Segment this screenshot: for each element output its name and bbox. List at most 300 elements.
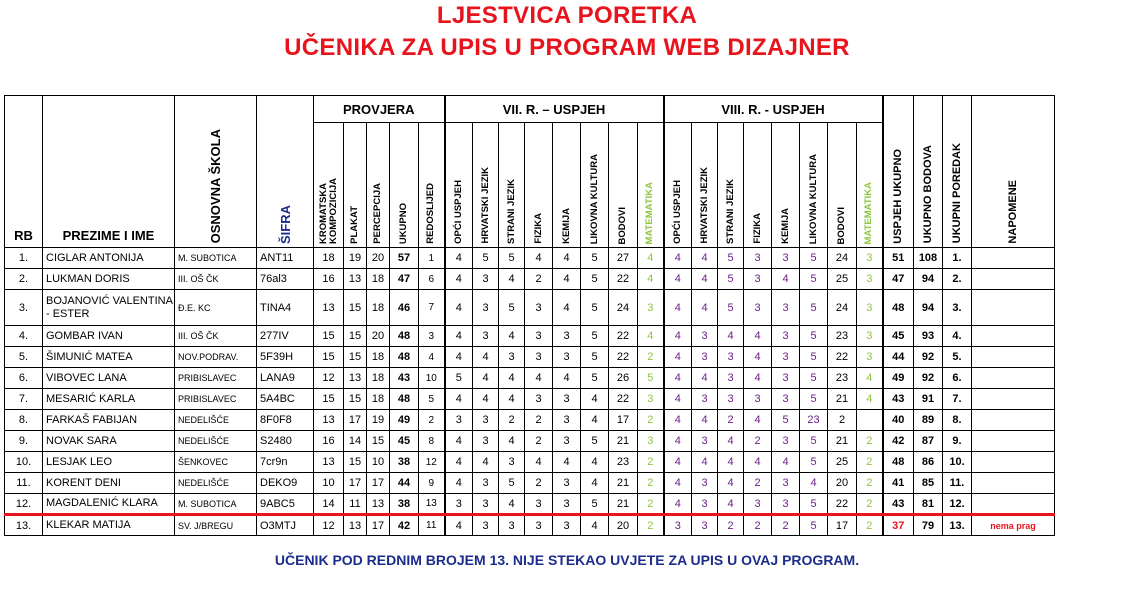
table-row [5,431,1055,452]
row-code: S2480 [257,431,314,452]
subheader-wrap [499,123,524,247]
row-vii-cell: 3 [525,494,553,515]
row-poredak: 3. [943,290,972,326]
row-viii-cell: 5 [800,269,828,290]
row-vii-cell: 4 [499,389,525,410]
row-vii-cell: 3 [638,290,664,326]
table-row [5,473,1055,494]
row-vii-cell: 3 [553,410,581,431]
row-vii-cell: 3 [553,494,581,515]
row-code: LANA9 [257,368,314,389]
row-provjera-cell: 47 [390,269,419,290]
row-vii-cell: 4 [499,269,525,290]
row-viii-cell: 3 [857,347,883,368]
row-viii-cell: 4 [692,269,718,290]
row-provjera-cell: 4 [419,347,445,368]
row-vii-cell: 2 [525,269,553,290]
row-code: 277IV [257,326,314,347]
row-vii-cell: 22 [609,326,638,347]
subheader-opci-uspjeh [445,123,473,248]
row-viii-cell: 4 [772,269,800,290]
subheader-wrap [473,123,498,247]
row-provjera-cell: 46 [390,290,419,326]
row-rb: 10. [5,452,43,473]
row-vii-cell: 4 [525,368,553,389]
row-vii-cell: 3 [638,431,664,452]
row-vii-cell: 4 [581,410,609,431]
row-vii-cell: 3 [445,494,473,515]
row-viii-cell: 4 [772,452,800,473]
row-viii-cell: 2 [857,452,883,473]
row-code: 8F0F8 [257,410,314,431]
row-provjera-cell: 45 [390,431,419,452]
row-viii-cell: 2 [744,473,772,494]
row-viii-cell: 3 [692,389,718,410]
row-viii-cell: 4 [744,326,772,347]
row-provjera-cell: 13 [344,368,367,389]
row-viii-cell: 17 [828,515,857,536]
row-provjera-cell: 44 [390,473,419,494]
table-row [5,515,1055,536]
row-school: PRIBISLAVEC [175,389,257,410]
row-viii-cell: 5 [800,515,828,536]
row-rb: 4. [5,326,43,347]
row-viii-cell: 24 [828,248,857,269]
subheader-label: FIZIKA [751,213,763,244]
row-provjera-cell: 38 [390,452,419,473]
row-vii-cell: 4 [445,452,473,473]
row-viii-cell: 4 [800,473,828,494]
row-uspjeh-ukupno: 48 [883,290,914,326]
row-provjera-cell: 18 [367,269,390,290]
row-viii-cell: 5 [772,410,800,431]
row-vii-cell: 4 [499,494,525,515]
row-note [972,410,1055,431]
row-vii-cell: 3 [525,326,553,347]
row-vii-cell: 3 [473,290,499,326]
row-provjera-cell: 19 [367,410,390,431]
row-viii-cell: 23 [828,368,857,389]
subheader-wrap [718,123,743,247]
subheader-label: MATEMATIKA [863,181,875,244]
row-viii-cell: 4 [664,368,692,389]
row-provjera-cell: 18 [367,290,390,326]
header-ukupni-poredak [943,96,972,248]
row-viii-cell: 5 [718,290,744,326]
row-viii-cell: 4 [718,452,744,473]
row-viii-cell: 3 [744,389,772,410]
row-vii-cell: 4 [553,269,581,290]
row-viii-cell: 3 [857,269,883,290]
row-provjera-cell: 11 [419,515,445,536]
subheader-wrap [553,123,580,247]
row-viii-cell: 4 [744,347,772,368]
row-rb: 6. [5,368,43,389]
subheader-label: HRVATSKI JEZIK [698,167,710,244]
row-vii-cell: 3 [553,347,581,368]
row-provjera-cell: 13 [344,269,367,290]
row-code: ANT11 [257,248,314,269]
row-vii-cell: 4 [499,368,525,389]
row-viii-cell: 3 [772,248,800,269]
subheader-wrap [744,123,771,247]
row-viii-cell: 4 [718,431,744,452]
row-vii-cell: 5 [581,347,609,368]
row-provjera-cell: 48 [390,326,419,347]
subheader-label: UKUPNO [398,202,409,244]
row-uspjeh-ukupno: 43 [883,494,914,515]
row-provjera-cell: 15 [314,389,344,410]
row-ukupno-bodova: 89 [914,410,943,431]
subheader-bodovi [828,123,857,248]
table-row [5,452,1055,473]
row-viii-cell: 4 [692,368,718,389]
row-note [972,269,1055,290]
row-note [972,326,1055,347]
row-vii-cell: 4 [581,389,609,410]
header-code-label: ŠIFRA [277,204,293,244]
row-ukupno-bodova: 87 [914,431,943,452]
row-provjera-cell: 15 [344,452,367,473]
row-viii-cell: 4 [692,452,718,473]
row-note [972,368,1055,389]
row-note [972,389,1055,410]
row-vii-cell: 20 [609,515,638,536]
row-viii-cell: 3 [857,290,883,326]
row-vii-cell: 4 [473,389,499,410]
row-name: ŠIMUNIĆ MATEA [43,347,175,368]
row-vii-cell: 2 [638,494,664,515]
row-viii-cell: 3 [692,326,718,347]
row-provjera-cell: 19 [344,248,367,269]
row-code: 9ABC5 [257,494,314,515]
row-vii-cell: 17 [609,410,638,431]
row-school: III. OŠ ČK [175,326,257,347]
row-vii-cell: 4 [445,473,473,494]
row-vii-cell: 3 [473,410,499,431]
row-code: 5F39H [257,347,314,368]
row-viii-cell: 2 [718,515,744,536]
row-provjera-cell: 2 [419,410,445,431]
row-rb: 11. [5,473,43,494]
row-viii-cell: 3 [744,290,772,326]
row-name: KORENT DENI [43,473,175,494]
header-school [175,96,257,248]
subheader-label: BODOVI [836,206,847,244]
row-vii-cell: 4 [473,452,499,473]
row-rb: 2. [5,269,43,290]
row-provjera-cell: 10 [419,368,445,389]
row-vii-cell: 22 [609,389,638,410]
subheader-label: LIKOVNA KULTURA [588,153,600,244]
row-ukupno-bodova: 91 [914,389,943,410]
row-name: GOMBAR IVAN [43,326,175,347]
row-provjera-cell: 17 [344,410,367,431]
row-viii-cell: 3 [772,290,800,326]
row-rb: 13. [5,515,43,536]
row-vii-cell: 2 [638,473,664,494]
row-vii-cell: 4 [445,347,473,368]
row-vii-cell: 4 [445,389,473,410]
row-name: VIBOVEC LANA [43,368,175,389]
row-school: III. OŠ ČK [175,269,257,290]
row-provjera-cell: 15 [314,347,344,368]
row-viii-cell: 5 [800,389,828,410]
row-viii-cell: 5 [800,431,828,452]
row-viii-cell: 5 [718,248,744,269]
row-vii-cell: 5 [581,269,609,290]
row-viii-cell: 4 [744,452,772,473]
row-poredak: 13. [943,515,972,536]
subheader-kromatska-kompozicija [314,123,344,248]
row-viii-cell: 3 [772,389,800,410]
row-vii-cell: 2 [525,410,553,431]
subheader-label: KEMIJA [779,208,791,244]
row-vii-cell: 4 [445,515,473,536]
row-provjera-cell: 20 [367,248,390,269]
row-rb: 5. [5,347,43,368]
row-viii-cell: 4 [664,452,692,473]
subheader-wrap [828,123,856,247]
row-viii-cell: 5 [800,368,828,389]
row-vii-cell: 2 [525,431,553,452]
row-viii-cell: 21 [828,431,857,452]
header-rb: RB [5,96,43,248]
row-note [972,494,1055,515]
row-provjera-cell: 13 [314,290,344,326]
row-provjera-cell: 15 [344,347,367,368]
row-viii-cell: 3 [718,347,744,368]
row-provjera-cell: 13 [367,494,390,515]
row-viii-cell: 2 [718,410,744,431]
row-uspjeh-ukupno: 47 [883,269,914,290]
row-viii-cell: 3 [692,431,718,452]
subheader-label: BODOVI [617,206,628,244]
row-note [972,473,1055,494]
row-vii-cell: 4 [638,248,664,269]
row-ukupno-bodova: 108 [914,248,943,269]
row-uspjeh-ukupno: 44 [883,347,914,368]
subheader-wrap [581,123,608,247]
row-viii-cell: 25 [828,452,857,473]
row-viii-cell: 4 [744,368,772,389]
row-rb: 1. [5,248,43,269]
row-vii-cell: 21 [609,494,638,515]
row-provjera-cell: 1 [419,248,445,269]
row-vii-cell: 3 [473,473,499,494]
row-vii-cell: 2 [638,452,664,473]
subheader-wrap [665,123,692,247]
row-provjera-cell: 13 [314,410,344,431]
subheader-plakat [344,123,367,248]
row-viii-cell: 22 [828,494,857,515]
subheader-label: LIKOVNA KULTURA [807,153,819,244]
row-ukupno-bodova: 94 [914,269,943,290]
row-provjera-cell: 17 [367,515,390,536]
header-name: PREZIME I IME [43,96,175,248]
row-vii-cell: 3 [473,515,499,536]
table-row [5,368,1055,389]
subheader-likovna-kultura [800,123,828,248]
row-note: nema prag [972,515,1055,536]
row-vii-cell: 4 [445,269,473,290]
row-provjera-cell: 12 [419,452,445,473]
row-provjera-cell: 17 [367,473,390,494]
row-provjera-cell: 15 [367,431,390,452]
row-uspjeh-ukupno: 42 [883,431,914,452]
subheader-wrap [314,123,343,247]
row-viii-cell: 5 [800,452,828,473]
row-provjera-cell: 42 [390,515,419,536]
row-viii-cell: 4 [664,290,692,326]
subheader-wrap [390,123,418,247]
row-viii-cell: 4 [857,368,883,389]
row-provjera-cell: 10 [367,452,390,473]
header-napomene-label: NAPOMENE [1007,179,1019,244]
row-viii-cell: 4 [857,389,883,410]
subheader-fizika [525,123,553,248]
row-code: 76al3 [257,269,314,290]
row-viii-cell: 3 [772,347,800,368]
row-vii-cell: 4 [445,248,473,269]
row-viii-cell: 23 [828,326,857,347]
subheader-kemija [772,123,800,248]
row-provjera-cell: 14 [314,494,344,515]
row-viii-cell: 2 [744,431,772,452]
row-viii-cell: 4 [664,269,692,290]
row-uspjeh-ukupno: 43 [883,389,914,410]
row-viii-cell: 3 [692,347,718,368]
row-uspjeh-ukupno: 41 [883,473,914,494]
row-school: SV. J/BREGU [175,515,257,536]
row-provjera-cell: 14 [344,431,367,452]
row-vii-cell: 4 [445,326,473,347]
row-vii-cell: 5 [581,290,609,326]
row-viii-cell: 3 [772,368,800,389]
header-uspjeh-ukupno-label: USPJEH UKUPNO [892,148,905,244]
row-vii-cell: 4 [638,269,664,290]
row-school: NEDELIŠĆE [175,410,257,431]
row-name: MESARIĆ KARLA [43,389,175,410]
row-viii-cell: 4 [664,389,692,410]
row-provjera-cell: 15 [344,326,367,347]
row-viii-cell: 2 [857,494,883,515]
row-viii-cell: 5 [800,347,828,368]
row-viii-cell: 4 [664,494,692,515]
row-vii-cell: 24 [609,290,638,326]
subheader-wrap [609,123,637,247]
row-poredak: 10. [943,452,972,473]
row-vii-cell: 2 [499,410,525,431]
row-ukupno-bodova: 93 [914,326,943,347]
row-ukupno-bodova: 94 [914,290,943,326]
row-poredak: 6. [943,368,972,389]
row-name: LUKMAN DORIS [43,269,175,290]
row-viii-cell: 23 [800,410,828,431]
row-vii-cell: 4 [553,452,581,473]
row-provjera-cell: 38 [390,494,419,515]
row-vii-cell: 3 [525,290,553,326]
row-provjera-cell: 18 [367,389,390,410]
row-name: KLEKAR MATIJA [43,515,175,536]
row-viii-cell: 5 [800,248,828,269]
row-ukupno-bodova: 79 [914,515,943,536]
row-provjera-cell: 16 [314,269,344,290]
row-provjera-cell: 3 [419,326,445,347]
row-name: MAGDALENIĆ KLARA [43,494,175,515]
subheader-label: HRVATSKI JEZIK [479,167,491,244]
row-viii-cell: 3 [718,368,744,389]
subheader-wrap [446,123,473,247]
row-provjera-cell: 49 [390,410,419,431]
subheader-ukupno [390,123,419,248]
row-viii-cell: 4 [692,248,718,269]
row-provjera-cell: 13 [314,452,344,473]
row-note [972,290,1055,326]
row-code: O3MTJ [257,515,314,536]
row-viii-cell: 3 [857,326,883,347]
row-school: M. SUBOTICA [175,248,257,269]
row-note [972,452,1055,473]
row-viii-cell: 2 [857,431,883,452]
footer-note: UČENIK POD REDNIM BROJEM 13. NIJE STEKAO UVJETE ZA UPIS U OVAJ PROGRAM. [274,552,860,568]
subheader-label: STRANI JEZIK [724,179,736,244]
row-provjera-cell: 13 [419,494,445,515]
subheader-label: REDOSLIJED [425,183,437,244]
row-viii-cell: 4 [664,473,692,494]
row-note [972,248,1055,269]
subheader-label: FIZIKA [532,213,544,244]
row-school: ŠENKOVEC [175,452,257,473]
row-viii-cell: 25 [828,269,857,290]
row-viii-cell: 4 [718,494,744,515]
table-row [5,269,1055,290]
row-provjera-cell: 7 [419,290,445,326]
row-viii-cell: 4 [692,410,718,431]
row-name: LESJAK LEO [43,452,175,473]
row-vii-cell: 3 [525,347,553,368]
row-vii-cell: 3 [473,269,499,290]
row-vii-cell: 3 [473,431,499,452]
row-vii-cell: 3 [553,389,581,410]
row-provjera-cell: 11 [344,494,367,515]
row-viii-cell: 21 [828,389,857,410]
row-viii-cell: 3 [744,248,772,269]
row-name: CIGLAR ANTONIJA [43,248,175,269]
subheader-fizika [744,123,772,248]
subheader-matematika [857,123,883,248]
row-provjera-cell: 10 [314,473,344,494]
row-ukupno-bodova: 92 [914,368,943,389]
row-provjera-cell: 12 [314,515,344,536]
row-vii-cell: 4 [525,452,553,473]
row-poredak: 4. [943,326,972,347]
row-vii-cell: 4 [445,290,473,326]
row-vii-cell: 21 [609,431,638,452]
table-row [5,494,1055,515]
subheader-strani-jezik [499,123,525,248]
row-viii-cell: 3 [718,389,744,410]
header-group-viii: VIII. R. - USPJEH [664,96,883,123]
subheader-kemija [553,123,581,248]
subheader-opci-uspjeh [664,123,692,248]
row-uspjeh-ukupno: 51 [883,248,914,269]
row-viii-cell: 3 [664,515,692,536]
row-rb: 7. [5,389,43,410]
row-vii-cell: 22 [609,269,638,290]
row-viii-cell: 5 [800,290,828,326]
row-vii-cell: 27 [609,248,638,269]
